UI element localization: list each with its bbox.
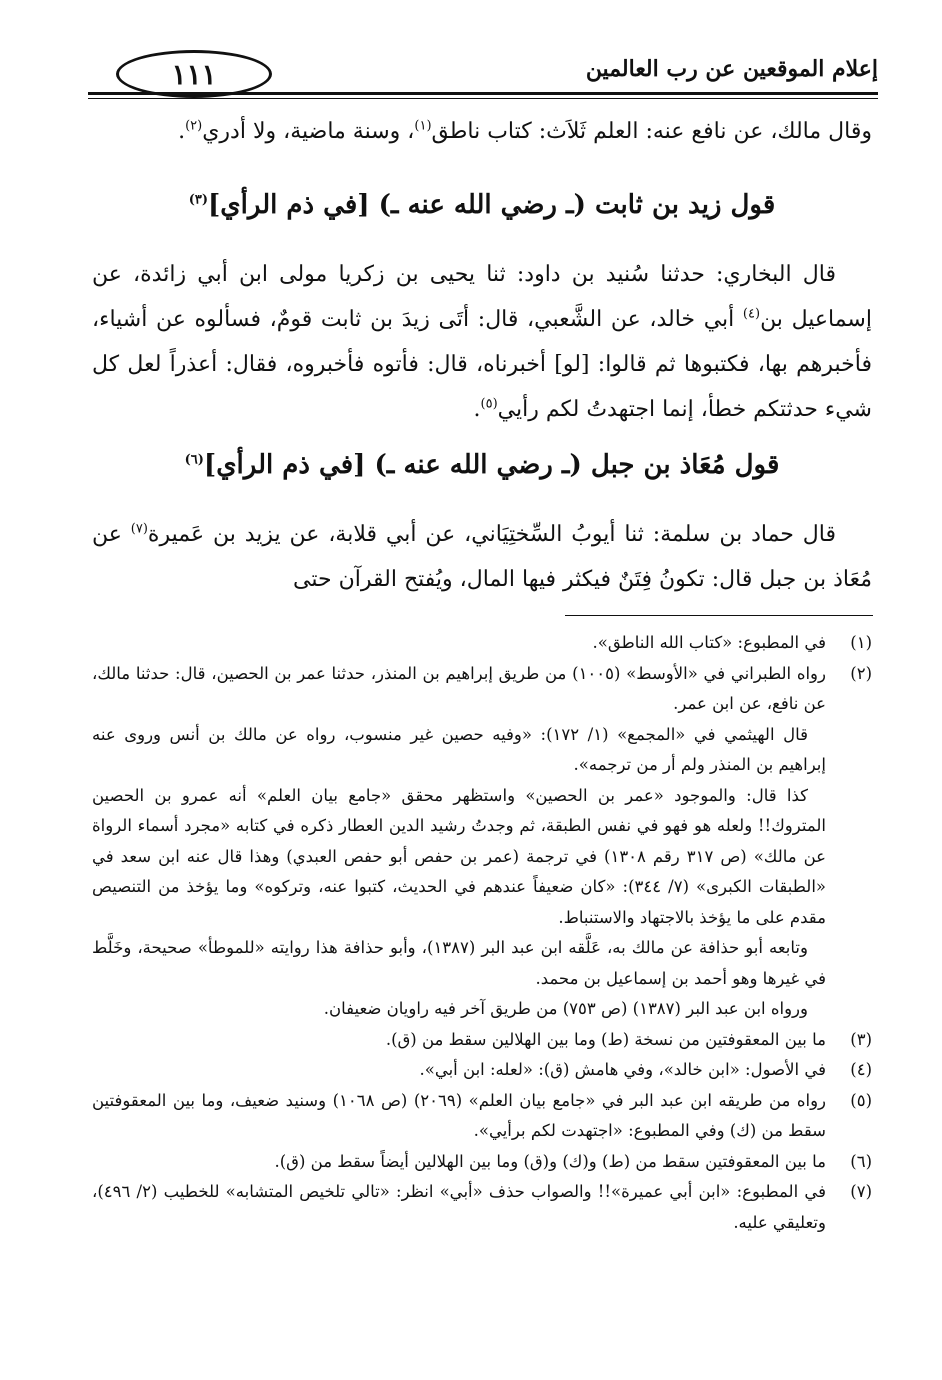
footnote-item [92, 1147, 872, 1178]
footnote-text: ما بين المعقوفتين من نسخة (ط) وما بين الهلالين سقط من (ق). [385, 1029, 826, 1049]
text-run: . [178, 119, 186, 144]
footnote-ref: (٢) [185, 118, 203, 134]
footnote-text: رواه الطبراني في «الأوسط» (١٠٠٥) من طريق إبراهيم بن المنذر، حدثنا عمر بن الحصين، قال: حدثنا مالك، عن نافع، عن ابن عمر. [92, 663, 826, 713]
footnote-item [92, 1025, 872, 1056]
footnote-separator [565, 615, 873, 616]
footnote-item [92, 659, 872, 720]
footnotes [92, 628, 872, 1238]
paragraph-hammad [92, 512, 872, 602]
footnote-number: (٢) [850, 663, 872, 683]
footnote-number: (٦) [850, 1151, 872, 1171]
footnote-text: في المطبوع: «كتاب الله الناطق». [592, 633, 826, 652]
text-run: قال البخاري: حدثنا سُنيد بن داود: ثنا يحيى بن زكريا مولى ابن أبي زائدة، عن إسماعيل بن [92, 262, 872, 332]
footnote-number: (٥) [850, 1090, 872, 1110]
footnote-item [92, 1086, 872, 1147]
footnote-ref: (٣) [188, 192, 208, 208]
heading-text: قول زيد بن ثابت (ـ رضي الله عنه ـ) [في ذم الرأي] [208, 190, 776, 220]
footnote-ref: (١) [414, 118, 432, 134]
text-run: أبي خالد، عن الشَّعبي، قال: أتَى زيدَ بن ثابت قومٌ، فسألوه عن أشياء، فأخبرهم بها، فكتبوها ثم قالوا: [لو] أخبرناه، قال: فأتوه فأخبروه، فقال: أعذراً لعل كل شيء حدثتكم خطأ، إنما اجتهدتُ لكم رأيي [92, 307, 872, 422]
paragraph-bukhari [92, 252, 872, 432]
footnote-text: رواه من طريقه ابن عبد البر في «جامع بيان العلم» (٢٠٦٩) (ص ١٠٦٨) وسنيد ضعيف، وما بين المعقوفتين سقط من (ك) وفي المطبوع: «اجتهدت لكم برأيي». [92, 1090, 827, 1140]
footnote-number: (٣) [850, 1029, 872, 1049]
heading-text: قول مُعَاذ بن جبل (ـ رضي الله عنه ـ) [في ذم الرأي] [203, 450, 780, 480]
footnote-text: في المطبوع: «ابن أبي عميرة»!! والصواب حذف «أبي» انظر: «تالي تلخيص المتشابه» للخطيب (٢/ ٤٩٦)، وتعليقي عليه. [92, 1182, 826, 1232]
footnote-continuation: ورواه ابن عبد البر (١٣٨٧) (ص ٧٥٣) من طريق آخر فيه راويان ضعيفان. [323, 999, 808, 1018]
text-run: قال حماد بن سلمة: ثنا أيوبُ السِّختِيَاني، عن أبي قلابة، عن يزيد بن عَميرة [147, 522, 837, 547]
footnote-number: (٤) [850, 1060, 872, 1079]
running-title: إعلام الموقعين عن رب العالمين [585, 56, 878, 82]
footnote-item [92, 1177, 872, 1238]
footnote-text: في الأصول: «ابن خالد»، وفي هامش (ق): «لعله: ابن أبي». [419, 1060, 826, 1079]
footnote-ref: (٦) [184, 452, 204, 468]
section-heading-muadh [92, 450, 872, 480]
section-heading-zayd [92, 190, 872, 220]
footnote-continuation: وتابعه أبو حذافة عن مالك به، عَلَّقه ابن عبد البر (١٣٨٧)، وأبو حذافة هذا روايته «للموطأ» صحيحة، وخَلَّط في غيرها وهو أحمد بن إسماعيل بن محمد. [92, 938, 826, 988]
text-run: وقال مالك، عن نافع عنه: العلم ثَلاَث: كتاب ناطق [431, 119, 872, 144]
footnote-ref: (٥) [480, 396, 498, 412]
footnote-item [92, 628, 872, 659]
text-run: عن مُعَاذ بن جبل قال: تكونُ فِتَنٌ فيكثر فيها المال، ويُفتح القرآن حتى [92, 522, 872, 592]
text-run: . [473, 397, 481, 422]
footnote-text: ما بين المعقوفتين سقط من (ط) و(ك) و(ق) وما بين الهلالين أيضاً سقط من (ق). [274, 1151, 826, 1171]
footnote-ref: (٧) [130, 521, 148, 537]
footnote-continuation: قال الهيثمي في «المجمع» (١/ ١٧٢): «وفيه حصين غير منسوب، رواه عن مالك بن أنس وروى عنه إبراهيم بن المنذر ولم أر من ترجمه». [92, 724, 826, 774]
paragraph-malik [92, 110, 872, 154]
header-rule-thick [88, 92, 878, 95]
footnote-ref: (٤) [742, 306, 761, 322]
page-number: ١١١ [116, 50, 272, 98]
header-rule-thin [88, 98, 878, 99]
text-run: ، وسنة ماضية، ولا أدري [202, 119, 415, 144]
footnote-item [92, 1055, 872, 1086]
footnote-number: (٧) [850, 1182, 872, 1201]
footnote-number: (١) [850, 633, 872, 652]
footnote-continuation: كذا قال: والموجود «عمر بن الحصين» واستظهر محقق «جامع بيان العلم» أنه عمرو بن الحصين المتروك!! ولعله هو فهو في نفس الطبقة، ثم وجدتُ رشيد الدين العطار ذكره في كتابه «مجرد أسماء الرواة عن مالك» (ص ٣١٧ رقم ١٣٠٨) في ترجمة (عمر بن حفص أبو حفص العبدي) وهذا قال عنه ابن سعد في «الطبقات الكبرى» (٧/ ٣٤٤): «كان ضعيفاً عندهم في الحديث، كتبوا عنه، وتركوه» وما يؤخذ من التنصيص مقدم على ما يؤخذ بالاجتهاد والاستنباط. [92, 785, 827, 927]
